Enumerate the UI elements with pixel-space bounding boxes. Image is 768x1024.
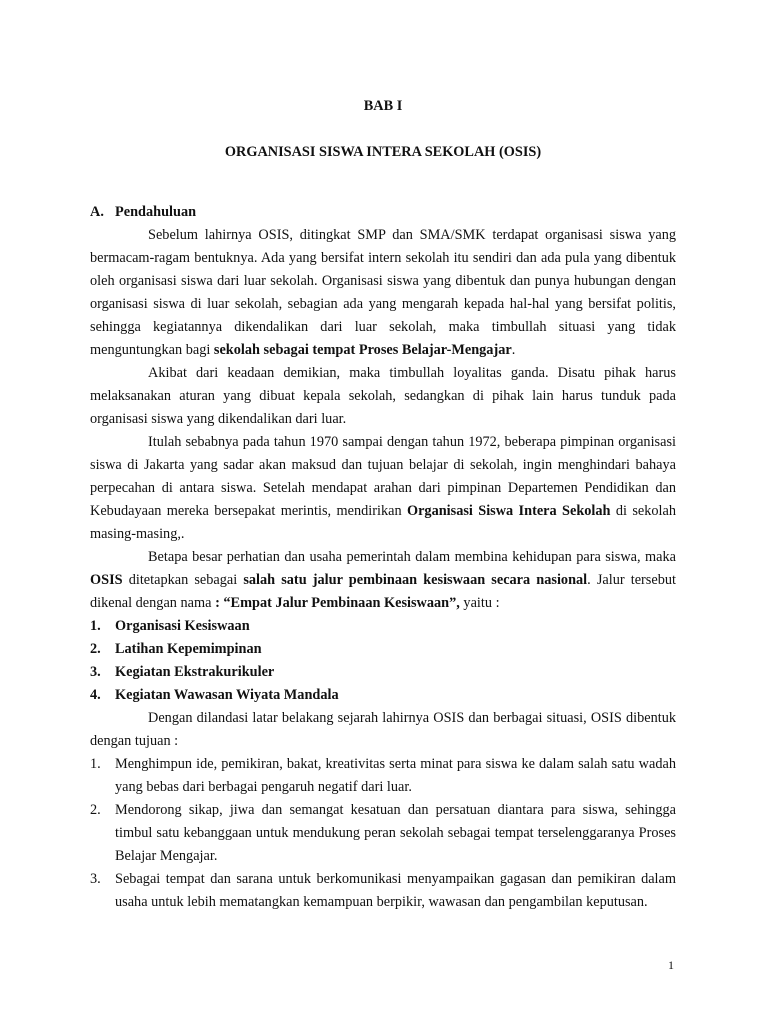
jalur-list <box>90 615 676 707</box>
chapter-heading: BAB I <box>363 98 403 114</box>
jalur-item-label: Kegiatan Wawasan Wiyata Mandala <box>115 687 339 703</box>
tujuan-item <box>90 799 676 868</box>
section-heading <box>90 201 676 224</box>
page-number: 1 <box>668 958 674 972</box>
jalur-item <box>90 615 676 638</box>
paragraph-1 <box>90 224 676 362</box>
paragraph-2: Akibat dari keadaan demikian, maka timbullah loyalitas ganda. Disatu pihak harus melaksanakan aturan yang dibuat kepala sekolah, sedangkan di pihak lain harus tunduk pada organisasi siswa yang dikendalikan dari luar. <box>90 365 676 427</box>
jalur-item-label: Organisasi Kesiswaan <box>115 618 250 634</box>
paragraph-5: Dengan dilandasi latar belakang sejarah lahirnya OSIS dan berbagai situasi, OSIS dibentuk dengan tujuan : <box>90 710 676 749</box>
paragraph-3-bold: Organisasi Siswa Intera Sekolah <box>406 503 611 519</box>
paragraph-4-osis: OSIS <box>90 572 123 588</box>
paragraph-3-text: Itulah sebabnya pada tahun 1970 sampai dengan tahun 1972, beberapa pimpinan organisasi siswa di Jakarta yang sadar akan maksud dan tujuan belajar di sekolah, ingin menghindari bahaya perpecahan di antara siswa. Setelah mendapat arahan dari pimpinan Departemen Pendidikan dan Kebudayaan mereka bersepakat merintis, mendirikan <box>90 434 676 519</box>
document-page <box>90 95 676 914</box>
jalur-item-label: Latihan Kepemimpinan <box>115 641 262 657</box>
tujuan-item-text: Mendorong sikap, jiwa dan semangat kesatuan dan persatuan diantara para siswa, sehingga timbul satu kebanggaan untuk mendukung peran sekolah sebagai tempat terselenggaranya Proses Belajar Mengajar. <box>115 802 676 864</box>
paragraph-3-end: di sekolah masing-masing,. <box>90 503 676 542</box>
tujuan-item-number: 1. <box>90 756 101 772</box>
paragraph-4-c: ditetapkan sebagai <box>122 572 244 588</box>
tujuan-item-number: 3. <box>90 871 101 887</box>
paragraph-1-end: . <box>511 342 516 358</box>
section-label: Pendahuluan <box>115 204 197 220</box>
tujuan-item <box>90 868 676 914</box>
jalur-item-label: Kegiatan Ekstrakurikuler <box>115 664 275 680</box>
paragraph-4-a: Betapa besar perhatian dan usaha pemerintah dalam membina kehidupan para siswa, maka <box>148 549 676 565</box>
paragraph-3 <box>90 431 676 546</box>
jalur-item <box>90 684 676 707</box>
jalur-item-number: 1. <box>90 618 101 634</box>
document-title: ORGANISASI SISWA INTERA SEKOLAH (OSIS) <box>224 144 542 160</box>
paragraph-4-g: yaitu : <box>459 595 500 611</box>
tujuan-item-text: Sebagai tempat dan sarana untuk berkomunikasi menyampaikan gagasan dan pemikiran dalam usaha untuk lebih mematangkan kemampuan berpikir, wawasan dan pengambilan keputusan. <box>115 871 676 910</box>
jalur-item-number: 3. <box>90 664 101 680</box>
tujuan-item <box>90 753 676 799</box>
paragraph-4-jalur: salah satu jalur pembinaan kesiswaan secara nasional <box>243 572 588 588</box>
paragraph-1-text: Sebelum lahirnya OSIS, ditingkat SMP dan SMA/SMK terdapat organisasi siswa yang bermacam-ragam bentuknya. Ada yang bersifat intern sekolah itu sendiri dan ada pula yang dibentuk oleh organisasi siswa dari luar sekolah. Organisasi siswa yang dibentuk dan punya hubungan dengan organisasi siswa di luar sekolah, sebagian ada yang mengarah kepada hal-hal yang bersifat politis, sehingga kegiatannya dikendalikan dari luar sekolah, maka timbullah situasi yang tidak menguntungkan bagi <box>90 227 676 358</box>
paragraph-1-bold: sekolah sebagai tempat Proses Belajar-Mengajar <box>213 342 512 358</box>
paragraph-4-empat-jalur: : “Empat Jalur Pembinaan Kesiswaan”, <box>215 595 460 611</box>
jalur-item <box>90 661 676 684</box>
paragraph-4 <box>90 546 676 615</box>
section-number: A. <box>90 204 104 220</box>
jalur-item-number: 4. <box>90 687 101 703</box>
jalur-item <box>90 638 676 661</box>
tujuan-item-text: Menghimpun ide, pemikiran, bakat, kreativitas serta minat para siswa ke dalam salah satu wadah yang bebas dari berbagai pengaruh negatif dari luar. <box>115 756 676 795</box>
tujuan-item-number: 2. <box>90 802 101 818</box>
jalur-item-number: 2. <box>90 641 101 657</box>
paragraph-4-e: . Jalur tersebut dikenal dengan nama <box>90 572 676 611</box>
tujuan-list <box>90 753 676 914</box>
